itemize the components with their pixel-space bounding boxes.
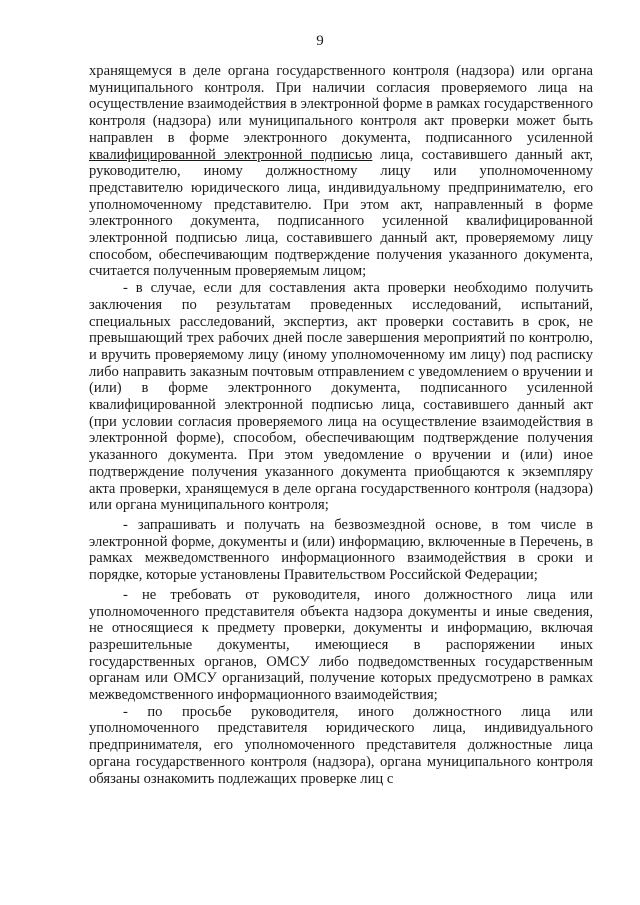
paragraph-continuation — [89, 63, 593, 280]
paragraph-text: хранящемуся в деле органа государственного контроля (надзора) или органа муниципального контроля. При наличии согласия проверяемого лица на осуществление взаимодействия в электронной форме в рамках государственного контроля (надзора) или муниципального контроля акт проверки может быть направлен в форме электронного документа, подписанного усиленной — [89, 63, 593, 146]
list-item-no-extra-documents: - не требовать от руководителя, иного должностного лица или уполномоченного представителя объекта надзора документы и иные сведения, не относящиеся к предмету проверки, документы и информацию, включая разрешительные документы, имеющиеся в распоряжении иных государственных органов, ОМСУ либо подведомственных государственным органам или ОМСУ организаций, получение которых предусмотрено в рамках межведомственного информационного взаимодействия; — [89, 586, 593, 704]
list-item-act-deadline: - в случае, если для составления акта проверки необходимо получить заключения по результатам проведенных исследований, испытаний, специальных расследований, экспертиз, акт проверки составить в срок, не превышающий трех рабочих дней после завершения мероприятий по контролю, и вручить проверяемому лицу (иному уполномоченному им лицу) под расписку либо направить заказным почтовым отправлением с уведомлением о вручении и (или) в форме электронного документа, подписанного усиленной квалифицированной электронной подписью лица, составившего данный акт (при условии согласия проверяемого лица на осуществление взаимодействия в электронной форме), способом, обеспечивающим подтверждение получения указанного документа. При этом уведомление о вручении и (или) иное подтверждение получения указанного документа приобщаются к экземпляру акта проверки, хранящемуся в деле органа государственного контроля (надзора) или органа муниципального контроля; — [89, 280, 593, 514]
underlined-phrase: квалифицированной электронной подписью — [89, 146, 373, 163]
paragraph-text: лица, составившего данный акт, руководителю, иному должностному лицу или уполномоченному представителю юридического лица, индивидуальному предпринимателю, его уполномоченному представителю. При этом акт, направленный в форме электронного документа, подписанного усиленной квалифицированной электронной подписью лица, составившего данный акт, проверяемому лицу способом, обеспечивающим подтверждение получения указанного документа, считается полученным проверяемым лицом; — [89, 146, 594, 280]
document-body — [89, 63, 593, 787]
list-item-familiarize: - по просьбе руководителя, иного должностного лица или уполномоченного представителя юридического лица, индивидуального предпринимателя, его уполномоченного представителя должностные лица органа государственного контроля (надзора), органа муниципального контроля обязаны ознакомить подлежащих проверке лиц с — [89, 703, 593, 787]
list-item-request-info: - запрашивать и получать на безвозмездной основе, в том числе в электронной форме, документы и (или) информацию, включенные в Перечень, в рамках межведомственного информационного взаимодействия в сроки и порядке, которые установлены Правительством Российской Федерации; — [89, 516, 593, 584]
page-number: 9 — [316, 33, 324, 49]
